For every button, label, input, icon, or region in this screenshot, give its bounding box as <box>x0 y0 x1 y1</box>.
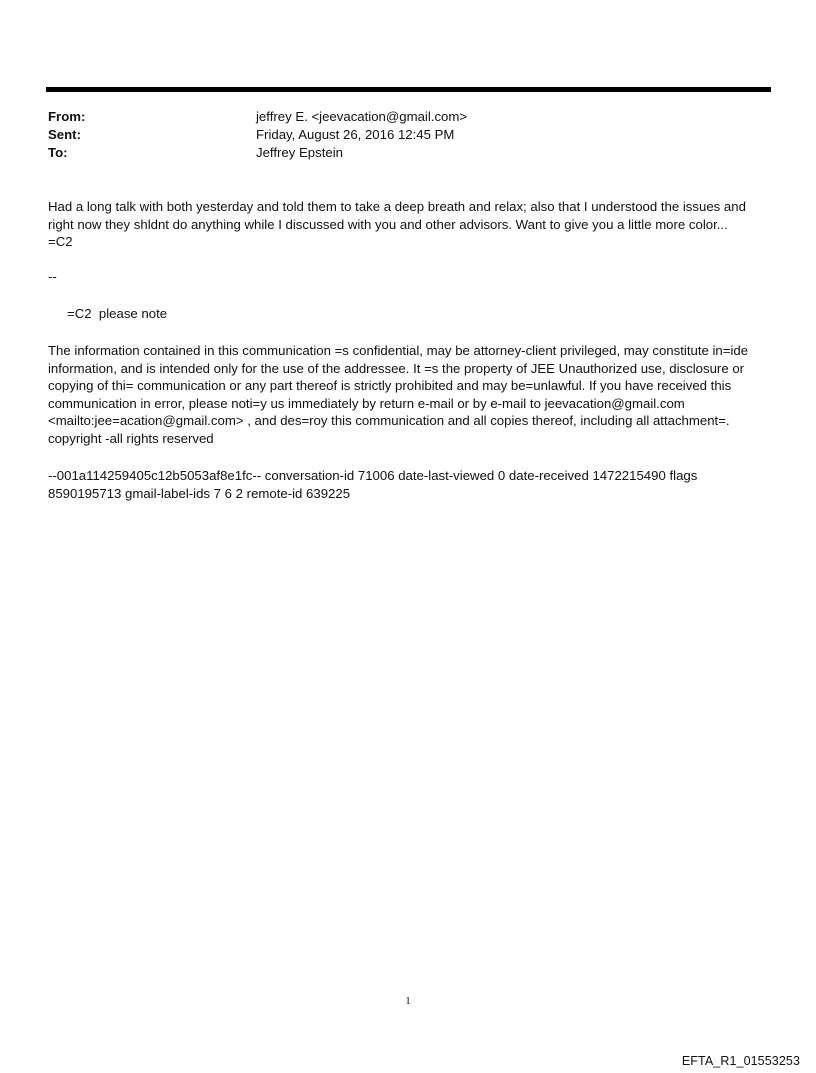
sent-row <box>48 126 768 144</box>
message-metadata: --001a114259405c12b5053af8e1fc-- conversation-id 71006 date-last-viewed 0 date-received 1472215490 flags 8590195713 gmail-label-ids 7 6 2 remote-id 639225 <box>48 468 702 501</box>
from-value: jeffrey E. <jeevacation@gmail.com> <box>256 109 468 124</box>
sent-label: Sent: <box>48 127 81 142</box>
from-label: From: <box>48 109 86 124</box>
confidentiality-notice: The information contained in this communication =s confidential, may be attorney-client privileged, may constitute in=ide information, and is intended only for the use of the addressee. It =s the property of JEE Unauthorized use, disclosure or copying of thi= communication or any part thereof is strictly prohibited and may be=unlawful. If you have received this communication in error, please noti=y us immediately by return e-mail or by e-mail to jeevacation@gmail.com <mailto:jee=acation@gmail.com> , and des=roy this communication and all copies thereof, including all attachment=. copyright -all rights reserved <box>48 343 752 446</box>
message-paragraph: Had a long talk with both yesterday and told them to take a deep breath and relax; also that I understood the issues and right now they shldnt do anything while I discussed with you and other advisors. Want to give you a little more color... =C2 <box>48 199 746 249</box>
header-divider <box>46 87 771 92</box>
sent-value: Friday, August 26, 2016 12:45 PM <box>256 127 455 142</box>
to-label: To: <box>48 145 68 160</box>
to-value: Jeffrey Epstein <box>256 145 343 160</box>
bates-number: EFTA_R1_01553253 <box>681 1054 800 1068</box>
from-row <box>48 108 768 126</box>
email-header <box>48 108 768 162</box>
to-row <box>48 144 768 162</box>
note-line: =C2 please note <box>67 306 168 321</box>
page-number: 1 <box>405 995 411 1007</box>
signature-separator: -- <box>48 269 57 284</box>
